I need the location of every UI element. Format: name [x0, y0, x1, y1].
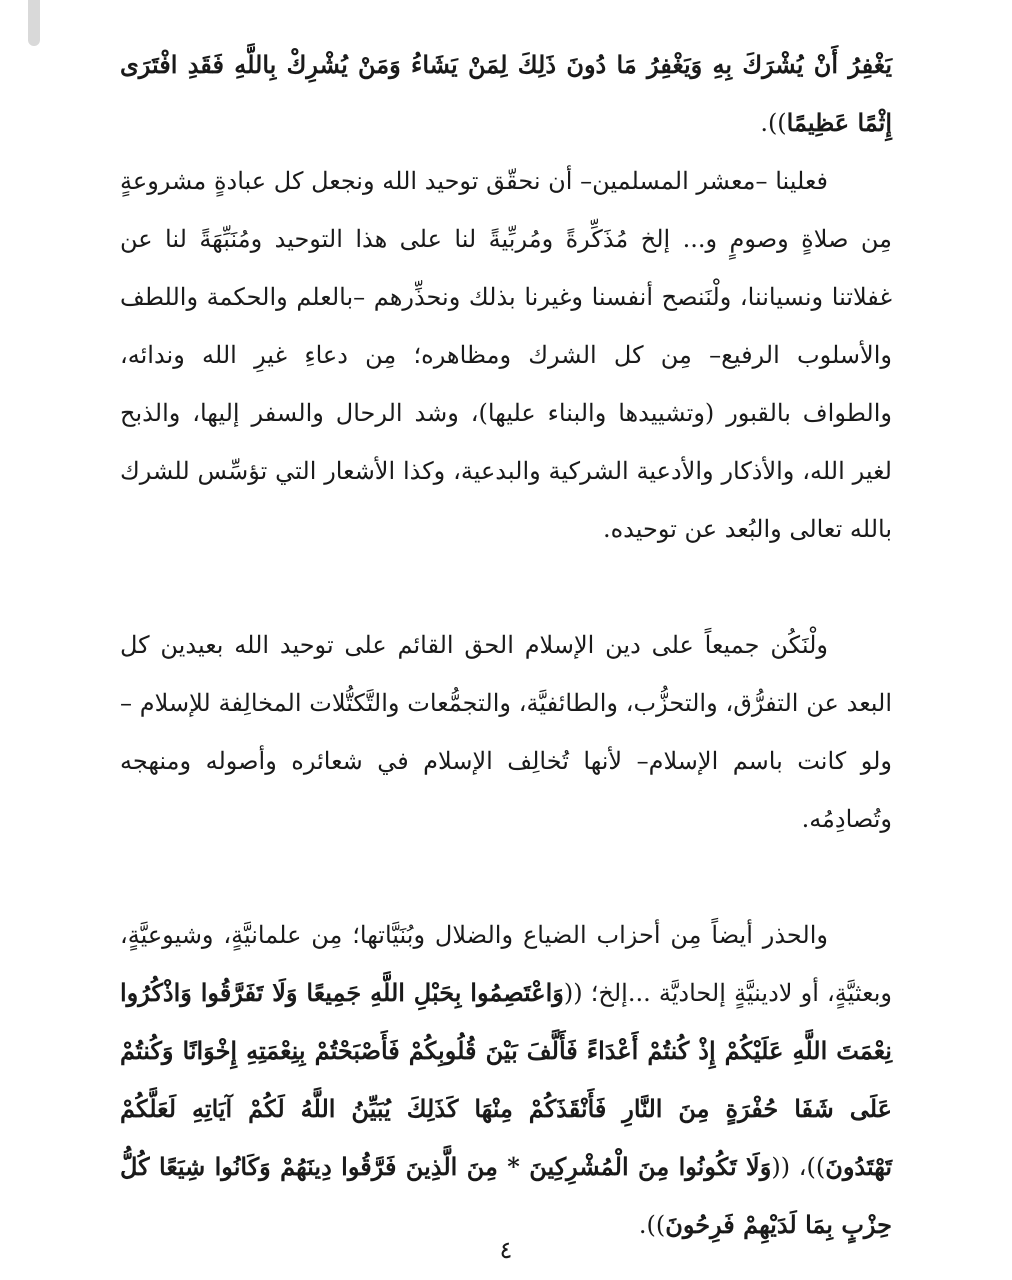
paragraph-spacer — [120, 558, 892, 616]
paragraph-text: ولْنَكُن جميعاً على دين الإسلام الحق القائم على توحيد الله بعيدين كل البعد عن التفرُّق، والتحزُّب، والطائفيَّة، والتجمُّعات والتَّكتُّلات المخالِفة للإسلام –ولو كانت باسم الإسلام– لأنها تُخالِف الإسلام في شعائره وأصوله ومنهجه وتُصادِمُه. — [120, 631, 892, 833]
warning-paragraph — [120, 906, 892, 1254]
scroll-indicator[interactable] — [28, 0, 40, 46]
paragraph-text: والحذر أيضاً مِن أحزاب الضياع والضلال وبُنَيَّاتها؛ مِن علمانيَّةٍ، وشيوعيَّةٍ، وبعثيَّةٍ، أو لادينيَّةٍ إلحاديَّة ...إلخ؛ (( — [120, 921, 892, 1007]
paragraph-text: )). — [760, 109, 787, 137]
quran-verse-text: وَلَا تَكُونُوا مِنَ الْمُشْرِكِينَ * مِنَ الَّذِينَ فَرَّقُوا دِينَهُمْ وَكَانُوا شِيَعًا كُلُّ حِزْبٍ بِمَا لَدَيْهِمْ فَرِحُونَ — [120, 1152, 892, 1239]
unity-paragraph — [120, 616, 892, 848]
page-number: ٤ — [499, 1236, 513, 1264]
verse-continuation-paragraph — [120, 36, 892, 152]
paragraph-text: فعلينا –معشر المسلمين– أن نحقّق توحيد الله ونجعل كل عبادةٍ مشروعةٍ مِن صلاةٍ وصومٍ و... إلخ مُذَكِّرةً ومُربِّيةً لنا على هذا التوحيد ومُنَبِّهَةً لنا عن غفلاتنا ونسياننا، ولْنَنصح أنفسنا وغيرنا بذلك ونحذِّرهم –بالعلم والحكمة واللطف والأسلوب الرفيع– مِن كل الشرك ومظاهره؛ مِن دعاءِ غيرِ الله وندائه، والطواف بالقبور (وتشييدها والبناء عليها)، وشد الرحال والسفر إليها، والذبح لغير الله، والأذكار والأدعية الشركية والبدعية، وكذا الأشعار التي تؤسِّس للشرك بالله تعالى والبُعد عن توحيده. — [120, 167, 892, 543]
quran-verse-text: يَغْفِرُ أَنْ يُشْرَكَ بِهِ وَيَغْفِرُ مَا دُونَ ذَلِكَ لِمَنْ يَشَاءُ وَمَنْ يُشْرِكْ بِاللَّهِ فَقَدِ افْتَرَى إِثْمًا عَظِيمًا — [120, 50, 892, 137]
document-page — [120, 36, 892, 1254]
quran-verse-text: وَاعْتَصِمُوا بِحَبْلِ اللَّهِ جَمِيعًا وَلَا تَفَرَّقُوا وَاذْكُرُوا نِعْمَتَ اللَّهِ عَلَيْكُمْ إِذْ كُنتُمْ أَعْدَاءً فَأَلَّفَ بَيْنَ قُلُوبِكُمْ فَأَصْبَحْتُمْ بِنِعْمَتِهِ إِخْوَانًا وَكُنتُمْ عَلَى شَفَا حُفْرَةٍ مِنَ النَّارِ فَأَنْقَذَكُمْ مِنْهَا كَذَلِكَ يُبَيِّنُ اللَّهُ لَكُمْ آيَاتِهِ لَعَلَّكُمْ تَهْتَدُونَ — [120, 978, 892, 1181]
paragraph-spacer — [120, 848, 892, 906]
tawhid-paragraph — [120, 152, 892, 558]
paragraph-text: )). — [638, 1211, 666, 1239]
paragraph-text: ))، (( — [771, 1153, 826, 1181]
